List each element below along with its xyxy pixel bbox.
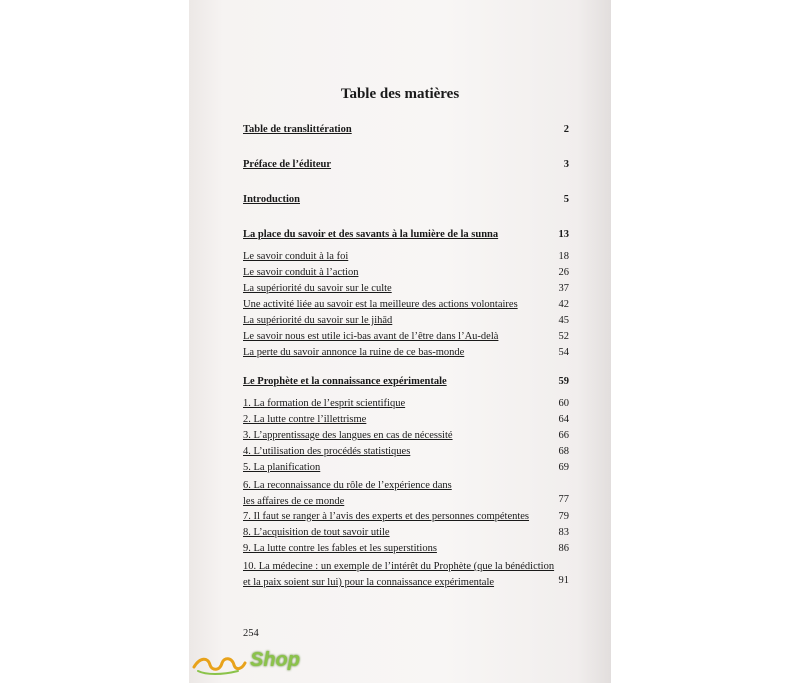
toc-label: Le savoir nous est utile ici-bas avant de l’être dans l’Au-delà <box>243 331 499 342</box>
toc-page: 3 <box>563 159 569 170</box>
toc-page: 26 <box>558 267 569 278</box>
toc-page: 59 <box>558 376 569 387</box>
toc-label: Préface de l’éditeur <box>243 159 332 170</box>
toc-label: Le Prophète et la connaissance expérimentale <box>243 376 447 387</box>
toc-page: 64 <box>558 414 569 425</box>
toc-label: 9. La lutte contre les fables et les superstitions <box>243 543 437 554</box>
toc-page: 66 <box>558 430 569 441</box>
toc-label: La supériorité du savoir sur le jihād <box>243 315 393 326</box>
toc-label-continued: les affaires de ce monde <box>243 496 345 507</box>
toc-page: 5 <box>563 194 569 205</box>
toc-label: Le savoir conduit à la foi <box>243 251 349 262</box>
toc-page: 54 <box>558 347 569 358</box>
toc-page: 86 <box>558 543 569 554</box>
book-page <box>189 0 611 683</box>
toc-label: Introduction <box>243 194 300 205</box>
toc-page: 83 <box>558 527 569 538</box>
toc-page: 91 <box>558 575 569 586</box>
toc-page: 77 <box>558 494 569 505</box>
toc-label: 6. La reconnaissance du rôle de l’expérience dans <box>243 480 452 491</box>
toc-label: 8. L’acquisition de tout savoir utile <box>243 527 390 538</box>
toc-label: 5. La planification <box>243 462 321 473</box>
toc-row <box>243 559 569 591</box>
toc-page: 37 <box>558 283 569 294</box>
logo-text: Shop <box>250 649 300 671</box>
toc-page: 45 <box>558 315 569 326</box>
toc-label: 10. La médecine : un exemple de l’intérêt du Prophète (que la bénédiction <box>243 561 555 572</box>
toc-page: 52 <box>558 331 569 342</box>
toc-page: 42 <box>558 299 569 310</box>
page-title: Table des matières <box>340 86 460 102</box>
toc-label: Le savoir conduit à l’action <box>243 267 359 278</box>
page-number: 254 <box>243 628 259 639</box>
toc-label: 3. L’apprentissage des langues en cas de nécessité <box>243 430 453 441</box>
toc-label: 2. La lutte contre l’illettrisme <box>243 414 367 425</box>
toc-page: 2 <box>563 124 569 135</box>
toc-label: La perte du savoir annonce la ruine de ce bas-monde <box>243 347 465 358</box>
toc-label: Une activité liée au savoir est la meilleure des actions volontaires <box>243 299 518 310</box>
toc-label-continued: et la paix soient sur lui) pour la connaissance expérimentale <box>243 577 495 588</box>
toc-label: Table de translittération <box>243 124 352 135</box>
toc-page: 13 <box>558 229 569 240</box>
toc-label: La place du savoir et des savants à la lumière de la sunna <box>243 229 499 240</box>
toc-label: 4. L’utilisation des procédés statistiques <box>243 446 411 457</box>
swirl-icon <box>192 653 247 675</box>
toc-row <box>243 478 569 510</box>
toc-page: 68 <box>558 446 569 457</box>
toc-page: 60 <box>558 398 569 409</box>
toc-label: La supériorité du savoir sur le culte <box>243 283 392 294</box>
toc-page: 79 <box>558 511 569 522</box>
toc-label: 1. La formation de l’esprit scientifique <box>243 398 406 409</box>
toc-page: 69 <box>558 462 569 473</box>
shop-logo <box>190 645 310 683</box>
toc-label: 7. Il faut se ranger à l’avis des experts et des personnes compétentes <box>243 511 530 522</box>
toc-page: 18 <box>558 251 569 262</box>
